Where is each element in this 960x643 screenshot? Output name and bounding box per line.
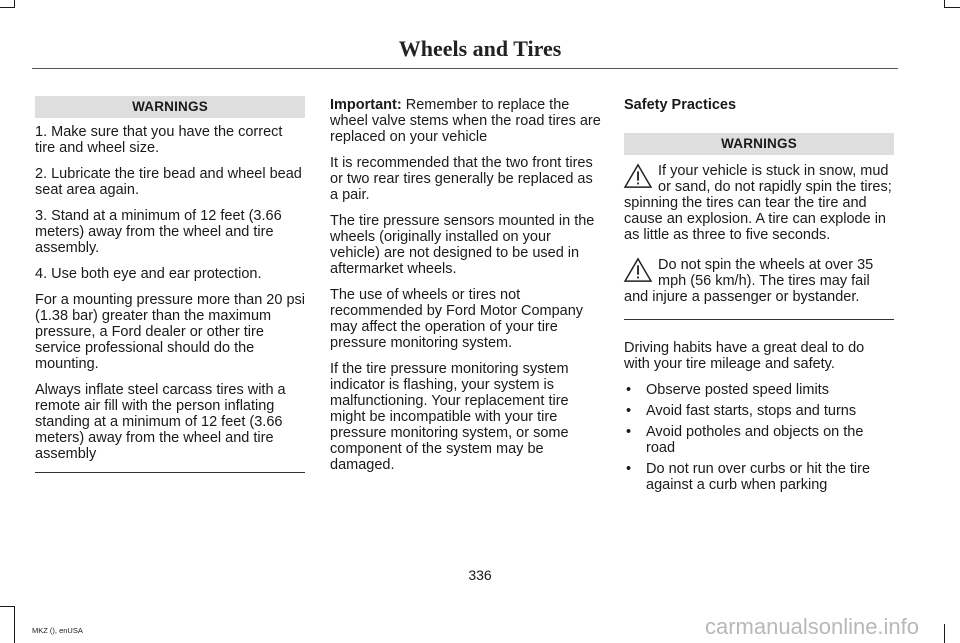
warning-triangle-icon — [622, 257, 654, 283]
list-item: • Avoid fast starts, stops and turns — [626, 403, 857, 419]
warning-end-rule — [35, 472, 305, 473]
crop-mark-top-left-h — [0, 7, 14, 8]
warning-spin-speed: Do not spin the wheels at over 35 mph (56 km/h). The tires may fail and injure a passenger or bystander. — [624, 257, 874, 305]
page-number: 336 — [468, 567, 492, 583]
page-title: Wheels and Tires — [398, 36, 562, 61]
step-2: 2. Lubricate the tire bead and wheel bead seat area again. — [35, 166, 302, 198]
column-middle — [330, 97, 602, 483]
crop-mark-bottom-left-v — [14, 606, 15, 643]
indicator-flashing-paragraph: If the tire pressure monitoring system indicator is flashing, your system is malfunctioning. Your replacement tire might be incompatible with your tire pressure monitoring system, or some component of the system may be damaged. — [330, 361, 569, 473]
warning-triangle-icon — [622, 163, 654, 189]
replace-pair-paragraph: It is recommended that the two front tires or two rear tires generally be replaced as a pair. — [330, 155, 593, 203]
warnings-label-2: WARNINGS — [624, 133, 894, 155]
important-label: Important: — [330, 97, 402, 113]
driving-habits-intro: Driving habits have a great deal to do with your tire mileage and safety. — [624, 340, 865, 372]
warnings-label: WARNINGS — [35, 96, 305, 118]
mounting-pressure-paragraph: For a mounting pressure more than 20 psi (1.38 bar) greater than the maximum pressure, a Ford dealer or other tire service professional should do the mounting. — [35, 292, 305, 372]
step-1: 1. Make sure that you have the correct tire and wheel size. — [35, 124, 283, 156]
warning-stuck-snow: If your vehicle is stuck in snow, mud or sand, do not rapidly spin the tires; spinning the tires can tear the tire and cause an explosion. A tire can explode in as little as three to five seconds. — [624, 163, 892, 243]
steel-carcass-paragraph: Always inflate steel carcass tires with a remote air fill with the person inflating standing at a minimum of 12 feet (3.66 meters) away from the wheel and tire assembly — [35, 382, 286, 462]
crop-mark-top-left-v — [14, 0, 15, 8]
header-rule — [32, 68, 898, 69]
safety-bullet-list — [624, 382, 894, 493]
safety-practices-heading: Safety Practices — [624, 97, 737, 113]
step-4: 4. Use both eye and ear protection. — [35, 266, 262, 282]
important-paragraph — [330, 97, 602, 145]
warning-end-rule-2 — [624, 319, 894, 320]
step-3: 3. Stand at a minimum of 12 feet (3.66 meters) away from the wheel and tire assembly. — [35, 208, 282, 256]
list-item: • Do not run over curbs or hit the tire against a curb when parking — [626, 461, 871, 493]
crop-mark-bottom-right-v — [944, 624, 945, 643]
column-left — [35, 96, 305, 473]
sensors-paragraph: The tire pressure sensors mounted in the wheels (originally installed on your vehicle) are not designed to be used in aftermarket wheels. — [330, 213, 595, 277]
watermark: carmanualsonline.info — [705, 614, 920, 639]
crop-mark-top-right-h — [944, 7, 960, 8]
list-item: • Observe posted speed limits — [626, 382, 829, 398]
crop-mark-bottom-left-h — [0, 606, 14, 607]
column-right — [624, 97, 894, 498]
unrecommended-wheels-paragraph: The use of wheels or tires not recommended by Ford Motor Company may affect the operation of your tire pressure monitoring system. — [330, 287, 584, 351]
important-text: Remember to replace the wheel valve stems when the road tires are replaced on your vehicle — [330, 97, 601, 145]
list-item: • Avoid potholes and objects on the road — [626, 424, 864, 456]
doc-code: MKZ (), enUSA — [32, 626, 83, 635]
